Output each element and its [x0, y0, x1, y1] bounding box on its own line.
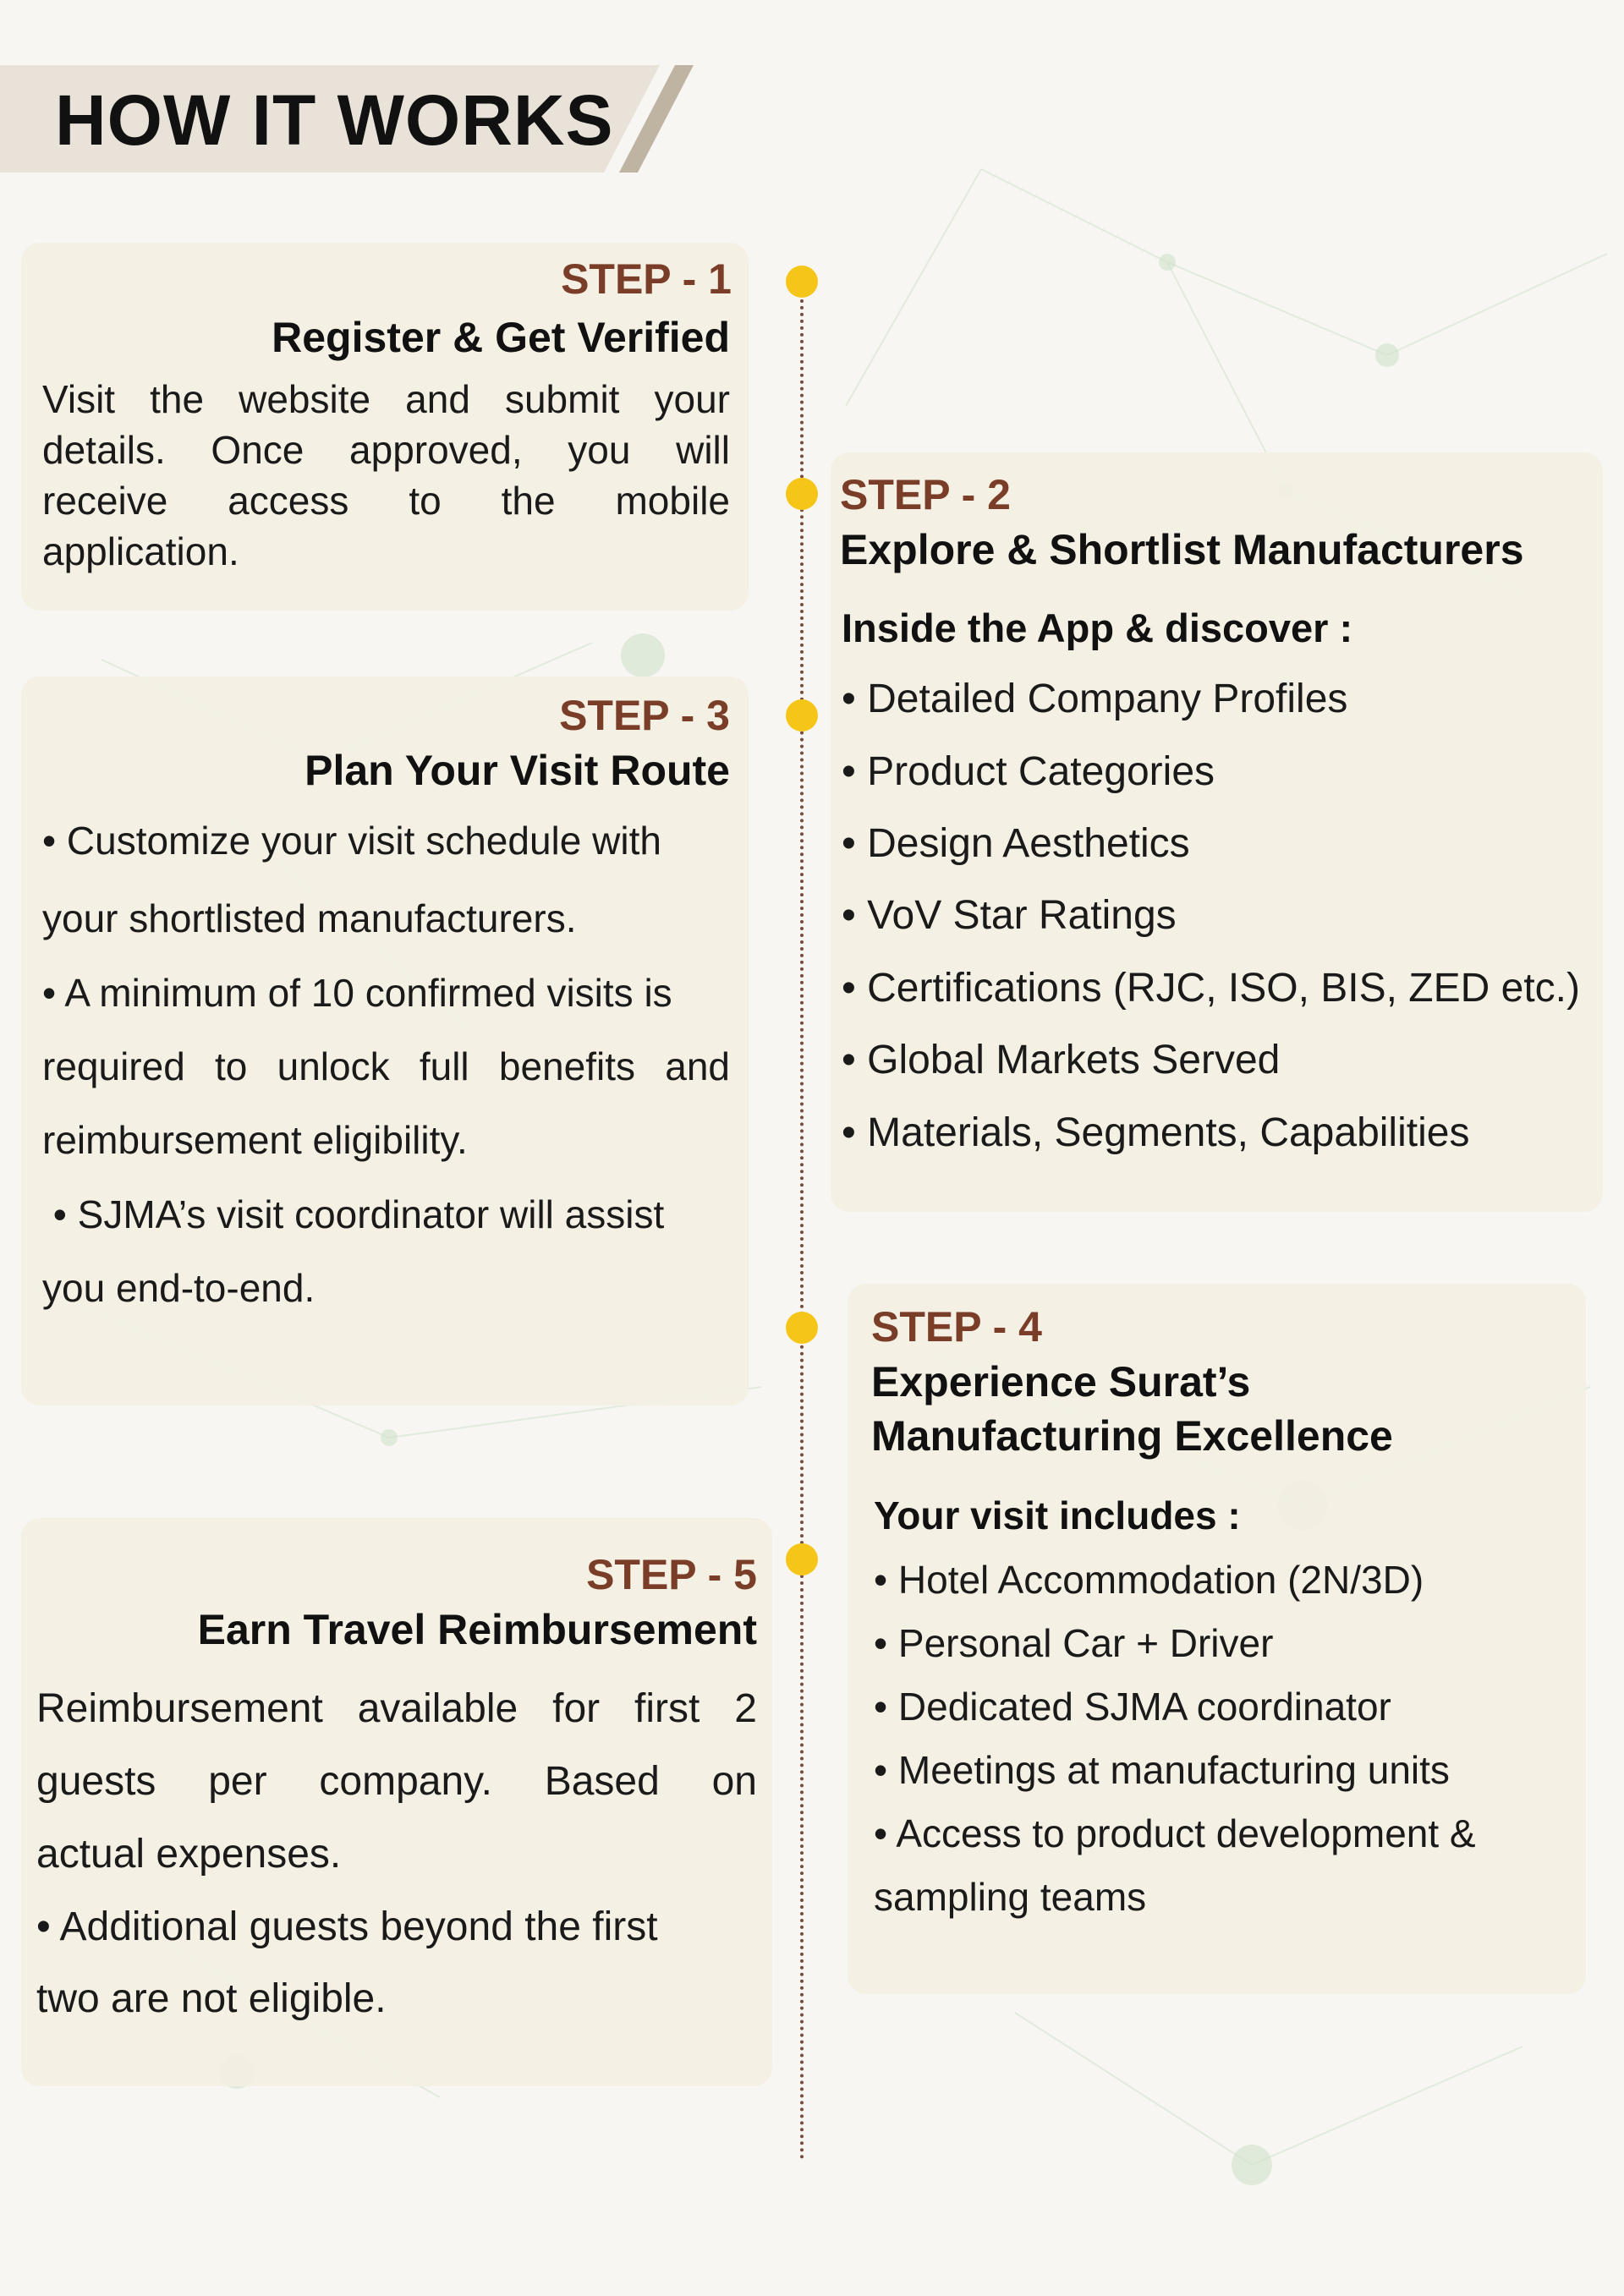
step-2-item-6: • Global Markets Served	[842, 1038, 1281, 1082]
step-1-line-4: application.	[42, 529, 239, 573]
step-3-line-5: reimbursement eligibility.	[42, 1118, 468, 1162]
step-5-line-3: actual expenses.	[36, 1832, 342, 1877]
step-1-line-1: Visit the website and submit your	[42, 377, 730, 421]
step-5-line-5: two are not eligible.	[36, 1976, 387, 2021]
step-4-subtitle: Your visit includes :	[874, 1493, 1241, 1537]
step-4-item-3: • Dedicated SJMA coordinator	[874, 1685, 1391, 1729]
step-2-item-1: • Detailed Company Profiles	[842, 677, 1348, 721]
step-5-line-2: guests per company. Based on	[36, 1759, 757, 1804]
step-3-line-2: your shortlisted manufacturers.	[42, 896, 577, 940]
step-2-item-4: • VoV Star Ratings	[842, 893, 1177, 938]
timeline-dot-step-3	[786, 699, 818, 732]
step-4-item-6: sampling teams	[874, 1875, 1147, 1919]
step-3-line-4: required to unlock full benefits and	[42, 1044, 730, 1088]
step-1-label: STEP - 1	[561, 255, 732, 303]
step-2-item-2: • Product Categories	[842, 749, 1215, 794]
step-1-line-2: details. Once approved, you will	[42, 428, 730, 472]
step-5-line-4: • Additional guests beyond the first	[36, 1904, 658, 1949]
step-4-item-4: • Meetings at manufacturing units	[874, 1748, 1450, 1792]
step-3-line-6: • SJMA’s visit coordinator will assist	[42, 1192, 665, 1236]
step-3-line-3: • A minimum of 10 confirmed visits is	[42, 971, 672, 1015]
step-2-subtitle: Inside the App & discover :	[842, 606, 1353, 650]
timeline-dot-step-4	[786, 1312, 818, 1344]
step-1-title: Register & Get Verified	[272, 314, 730, 361]
timeline-dot-step-2	[786, 478, 818, 510]
step-4-item-1: • Hotel Accommodation (2N/3D)	[874, 1558, 1424, 1602]
step-4-title-line-1: Experience Surat’s	[871, 1358, 1251, 1406]
step-4-item-5: • Access to product development &	[874, 1811, 1476, 1855]
step-2-label: STEP - 2	[840, 471, 1011, 518]
page-title: HOW IT WORKS	[55, 80, 614, 160]
step-4-item-2: • Personal Car + Driver	[874, 1621, 1274, 1665]
step-4-title-line-2: Manufacturing Excellence	[871, 1412, 1393, 1460]
step-1-line-3: receive access to the mobile	[42, 479, 730, 523]
step-3-line-1: • Customize your visit schedule with	[42, 819, 661, 863]
step-2-item-3: • Design Aesthetics	[842, 821, 1190, 866]
timeline-dot-step-5	[786, 1543, 818, 1575]
step-3-line-7: you end-to-end.	[42, 1266, 315, 1310]
timeline-dot-step-1	[786, 266, 818, 298]
step-3-title: Plan Your Visit Route	[304, 747, 730, 794]
step-5-label: STEP - 5	[586, 1551, 757, 1598]
step-5-title: Earn Travel Reimbursement	[197, 1606, 757, 1653]
timeline-line	[800, 279, 804, 2161]
step-2-item-5: • Certifications (RJC, ISO, BIS, ZED etc.)	[842, 966, 1580, 1011]
step-5-line-1: Reimbursement available for first 2	[36, 1686, 757, 1731]
step-4-label: STEP - 4	[871, 1303, 1042, 1351]
step-2-item-7: • Materials, Segments, Capabilities	[842, 1110, 1470, 1155]
step-2-title: Explore & Shortlist Manufacturers	[840, 526, 1524, 573]
step-3-label: STEP - 3	[559, 692, 730, 739]
